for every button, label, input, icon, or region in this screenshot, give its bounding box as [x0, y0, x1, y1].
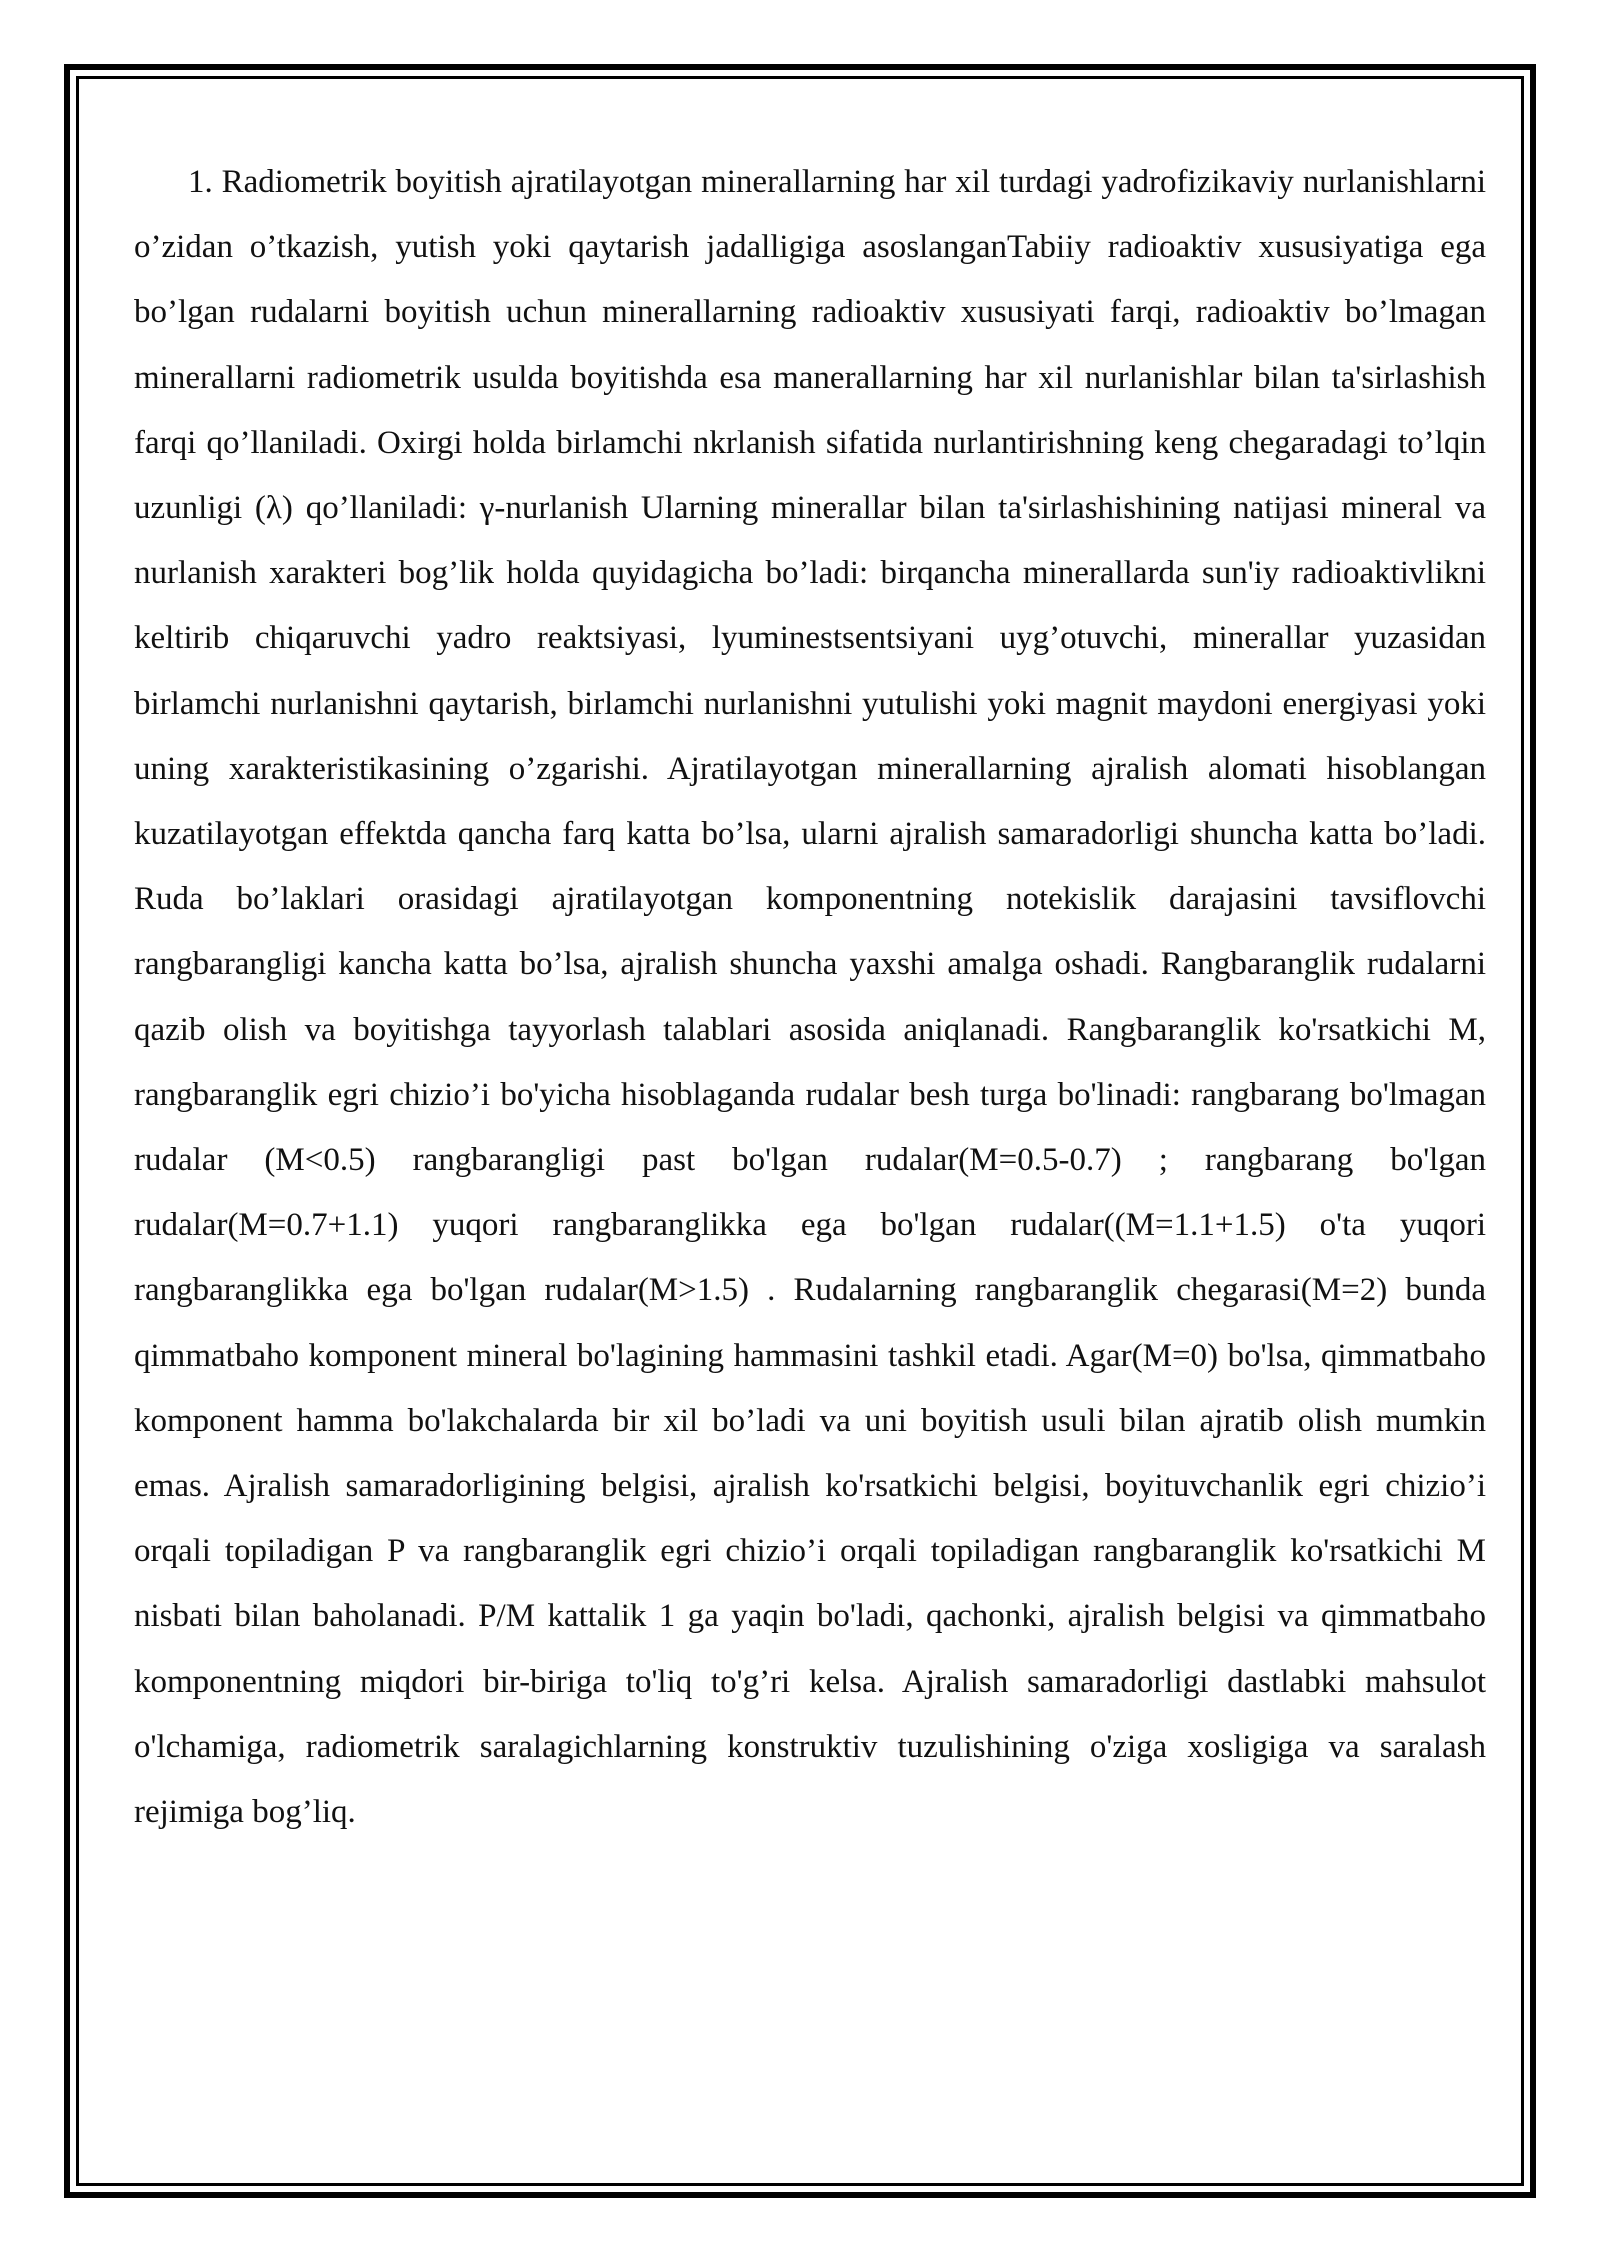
document-body — [134, 150, 1486, 1845]
body-paragraph: 1. Radiometrik boyitish ajratilayotgan minerallarning har xil turdagi yadrofizikaviy nurlanishlarni o’zidan o’tkazish, yutish yoki qaytarish jadalligiga asoslanganTabiiy radioaktiv xususiyatiga ega bo’lgan rudalarni boyitish uchun minerallarning radioaktiv xususiyati farqi, radioaktiv bo’lmagan minerallarni radiometrik usulda boyitishda esa manerallarning har xil nurlanishlar bilan ta'sirlashish farqi qo’llaniladi. Oxirgi holda birlamchi nkrlanish sifatida nurlantirishning keng chegaradagi to’lqin uzunligi (λ) qo’llaniladi: γ-nurlanish Ularning minerallar bilan ta'sirlashishining natijasi mineral va nurlanish xarakteri bog’lik holda quyidagicha bo’ladi: birqancha minerallarda sun'iy radioaktivlikni keltirib chiqaruvchi yadro reaktsiyasi, lyuminestsentsiyani uyg’otuvchi, minerallar yuzasidan birlamchi nurlanishni qaytarish, birlamchi nurlanishni yutulishi yoki magnit maydoni energiyasi yoki uning xarakteristikasining o’zgarishi. Ajratilayotgan minerallarning ajralish alomati hisoblangan kuzatilayotgan effektda qancha farq katta bo’lsa, ularni ajralish samaradorligi shuncha katta bo’ladi. Ruda bo’laklari orasidagi ajratilayotgan komponentning notekislik darajasini tavsiflovchi rangbarangligi kancha katta bo’lsa, ajralish shuncha yaxshi amalga oshadi. Rangbaranglik rudalarni qazib olish va boyitishga tayyorlash talablari asosida aniqlanadi. Rangbaranglik ko'rsatkichi M, rangbaranglik egri chizio’i bo'yicha hisoblaganda rudalar besh turga bo'linadi: rangbarang bo'lmagan rudalar (M<0.5) rangbarangligi past bo'lgan rudalar(M=0.5-0.7) ; rangbarang bo'lgan rudalar(M=0.7+1.1) yuqori rangbaranglikka ega bo'lgan rudalar((M=1.1+1.5) o'ta yuqori rangbaranglikka ega bo'lgan rudalar(M>1.5) . Rudalarning rangbaranglik chegarasi(M=2) bunda qimmatbaho komponent mineral bo'lagining hammasini tashkil etadi. Agar(M=0) bo'lsa, qimmatbaho komponent hamma bo'lakchalarda bir xil bo’ladi va uni boyitish usuli bilan ajratib olish mumkin emas. Ajralish samaradorligining belgisi, ajralish ko'rsatkichi belgisi, boyituvchanlik egri chizio’i orqali topiladigan P va rangbaranglik egri chizio’i orqali topiladigan rangbaranglik ko'rsatkichi M nisbati bilan baholanadi. P/M kattalik 1 ga yaqin bo'ladi, qachonki, ajralish belgisi va qimmatbaho komponentning miqdori bir-biriga to'liq to'g’ri kelsa. Ajralish samaradorligi dastlabki mahsulot o'lchamiga, radiometrik saralagichlarning konstruktiv tuzulishining o'ziga xosligiga va saralash rejimiga bog’liq. — [134, 164, 1486, 1831]
